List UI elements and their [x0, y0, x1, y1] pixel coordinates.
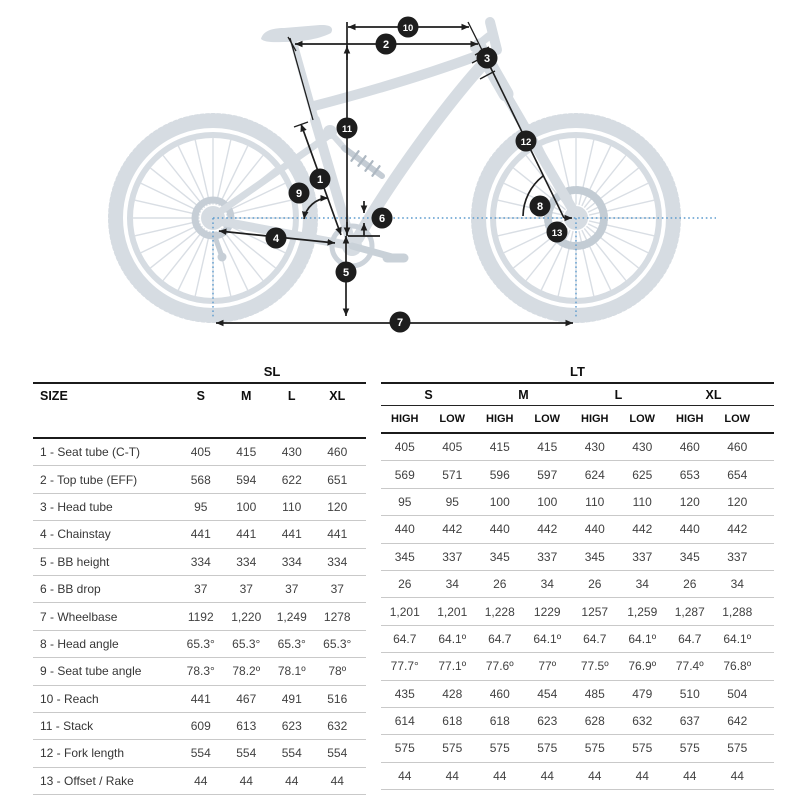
callout-label-10: 10 — [402, 22, 414, 34]
table-cell: 594 — [224, 466, 270, 493]
table-cell: 435 — [381, 680, 429, 707]
table-cell: 64.1º — [619, 625, 667, 652]
spoke — [151, 227, 203, 268]
table-cell: 64.7 — [571, 625, 619, 652]
table-cell: 110 — [571, 488, 619, 515]
row-label: 8 - Head angle — [33, 630, 178, 657]
spacer — [761, 735, 774, 762]
table-row — [381, 433, 774, 461]
table-cell: 26 — [666, 570, 714, 597]
table-cell: 1,220 — [224, 603, 270, 630]
table-cell: 44 — [315, 767, 361, 794]
row-label: 7 - Wheelbase — [33, 603, 178, 630]
lt-title: LT — [381, 360, 774, 383]
table-cell: 441 — [178, 521, 224, 548]
table-row — [33, 767, 366, 794]
table-cell: 37 — [315, 575, 361, 602]
row-label: 4 - Chainstay — [33, 521, 178, 548]
lt-group-s: S — [381, 383, 476, 406]
table-cell: 44 — [429, 762, 477, 789]
table-cell: 428 — [429, 680, 477, 707]
sl-size-header-row — [33, 383, 366, 438]
table-cell: 65.3° — [315, 630, 361, 657]
table-row — [33, 466, 366, 493]
table-cell: 575 — [429, 735, 477, 762]
callout-label-4: 4 — [272, 232, 280, 245]
table-cell: 516 — [315, 685, 361, 712]
table-cell: 1,287 — [666, 598, 714, 625]
table-cell: 568 — [178, 466, 224, 493]
rear-shock — [344, 148, 382, 176]
spacer — [761, 516, 774, 543]
table-cell: 1192 — [178, 603, 224, 630]
table-cell: 78.1º — [269, 658, 315, 685]
lt-sub-low: LOW — [714, 406, 762, 434]
spacer — [761, 598, 774, 625]
table-cell: 485 — [571, 680, 619, 707]
table-cell: 1,228 — [476, 598, 524, 625]
row-label: 5 - BB height — [33, 548, 178, 575]
lt-sub-low: LOW — [619, 406, 667, 434]
spacer — [761, 406, 774, 434]
table-cell: 460 — [315, 438, 361, 466]
spacer — [360, 658, 366, 685]
lt-group-m: M — [476, 383, 571, 406]
geometry-table-lt — [381, 360, 774, 790]
spacer — [360, 466, 366, 493]
handlebar — [490, 22, 497, 50]
spacer — [360, 603, 366, 630]
table-cell: 37 — [269, 575, 315, 602]
table-row — [33, 685, 366, 712]
spacer — [360, 383, 366, 438]
table-row — [381, 543, 774, 570]
table-cell: 442 — [429, 516, 477, 543]
table-cell: 100 — [476, 488, 524, 515]
table-cell: 440 — [666, 516, 714, 543]
table-cell: 632 — [619, 707, 667, 734]
sl-table-body — [33, 438, 366, 795]
table-cell: 64.1º — [429, 625, 477, 652]
table-row — [381, 762, 774, 789]
table-cell: 78.3° — [178, 658, 224, 685]
table-cell: 554 — [224, 740, 270, 767]
table-cell: 64.7 — [381, 625, 429, 652]
row-label: 11 - Stack — [33, 712, 178, 739]
saddle — [261, 25, 332, 42]
table-cell: 575 — [666, 735, 714, 762]
table-row — [381, 680, 774, 707]
lt-sub-high: HIGH — [381, 406, 429, 434]
table-cell: 77.6º — [476, 653, 524, 680]
callout-label-3: 3 — [483, 52, 491, 65]
table-cell: 1,249 — [269, 603, 315, 630]
table-cell: 1,201 — [381, 598, 429, 625]
spoke — [222, 229, 263, 281]
spoke — [585, 229, 626, 281]
table-cell: 95 — [381, 488, 429, 515]
table-cell: 34 — [429, 570, 477, 597]
table-cell: 623 — [524, 707, 572, 734]
row-label: 2 - Top tube (EFF) — [33, 466, 178, 493]
sl-col-header-xl: XL — [315, 383, 361, 438]
callout-label-11: 11 — [341, 123, 353, 135]
table-cell: 337 — [524, 543, 572, 570]
table-cell: 575 — [571, 735, 619, 762]
table-cell: 345 — [381, 543, 429, 570]
lt-high-low-row — [381, 406, 774, 434]
row-label: 9 - Seat tube angle — [33, 658, 178, 685]
table-cell: 334 — [224, 548, 270, 575]
table-cell: 479 — [619, 680, 667, 707]
spoke — [587, 227, 639, 268]
table-cell: 441 — [315, 521, 361, 548]
spoke — [178, 146, 207, 206]
table-cell: 110 — [269, 493, 315, 520]
table-cell: 467 — [224, 685, 270, 712]
table-cell: 613 — [224, 712, 270, 739]
table-cell: 100 — [224, 493, 270, 520]
table-cell: 337 — [619, 543, 667, 570]
table-cell: 623 — [269, 712, 315, 739]
spacer — [360, 548, 366, 575]
table-cell: 569 — [381, 461, 429, 488]
table-cell: 337 — [429, 543, 477, 570]
table-cell: 637 — [666, 707, 714, 734]
table-cell: 44 — [224, 767, 270, 794]
table-cell: 651 — [315, 466, 361, 493]
table-cell: 345 — [476, 543, 524, 570]
callout-label-1: 1 — [316, 173, 324, 186]
table-cell: 609 — [178, 712, 224, 739]
spoke — [178, 231, 207, 291]
table-cell: 65.3° — [224, 630, 270, 657]
geometry-tables — [0, 360, 800, 800]
table-row — [381, 653, 774, 680]
table-cell: 415 — [524, 433, 572, 461]
table-cell: 405 — [178, 438, 224, 466]
spacer — [360, 630, 366, 657]
spacer — [360, 493, 366, 520]
table-cell: 44 — [524, 762, 572, 789]
table-cell: 554 — [269, 740, 315, 767]
table-row — [33, 630, 366, 657]
table-cell: 334 — [315, 548, 361, 575]
table-cell: 618 — [476, 707, 524, 734]
table-cell: 337 — [714, 543, 762, 570]
spacer — [761, 680, 774, 707]
table-cell: 77.4º — [666, 653, 714, 680]
table-row — [381, 735, 774, 762]
table-row — [381, 488, 774, 515]
bike-geometry-diagram — [0, 0, 800, 352]
spoke — [141, 224, 201, 253]
table-cell: 64.1º — [714, 625, 762, 652]
bike-silhouette — [110, 22, 679, 321]
table-cell: 575 — [619, 735, 667, 762]
geometry-table-sl — [33, 360, 366, 795]
callout-label-5: 5 — [342, 266, 350, 279]
table-cell: 405 — [429, 433, 477, 461]
table-cell: 625 — [619, 461, 667, 488]
table-cell: 120 — [666, 488, 714, 515]
callout-label-13: 13 — [551, 227, 563, 239]
table-cell: 1,288 — [714, 598, 762, 625]
callout-label-7: 7 — [396, 316, 404, 329]
table-cell: 64.7 — [666, 625, 714, 652]
sl-title: SL — [178, 360, 366, 383]
table-cell: 430 — [571, 433, 619, 461]
callout-label-12: 12 — [520, 136, 532, 148]
table-row — [33, 548, 366, 575]
table-cell: 95 — [178, 493, 224, 520]
table-cell: 624 — [571, 461, 619, 488]
table-cell: 1229 — [524, 598, 572, 625]
table-cell: 1,259 — [619, 598, 667, 625]
table-cell: 442 — [524, 516, 572, 543]
table-cell: 26 — [381, 570, 429, 597]
callout-label-2: 2 — [382, 38, 390, 51]
table-cell: 110 — [619, 488, 667, 515]
spacer — [360, 712, 366, 739]
table-cell: 26 — [571, 570, 619, 597]
table-cell: 34 — [714, 570, 762, 597]
table-cell: 441 — [178, 685, 224, 712]
table-cell: 504 — [714, 680, 762, 707]
table-row — [33, 740, 366, 767]
spacer — [761, 762, 774, 789]
table-row — [381, 570, 774, 597]
table-cell: 345 — [571, 543, 619, 570]
table-cell: 77.7° — [381, 653, 429, 680]
table-cell: 44 — [381, 762, 429, 789]
table-row — [381, 707, 774, 734]
table-cell: 441 — [269, 521, 315, 548]
size-label: SIZE — [33, 383, 178, 438]
table-cell: 554 — [315, 740, 361, 767]
spacer — [761, 570, 774, 597]
table-cell: 65.3° — [269, 630, 315, 657]
table-cell: 440 — [571, 516, 619, 543]
table-row — [33, 658, 366, 685]
table-cell: 440 — [476, 516, 524, 543]
table-cell: 441 — [224, 521, 270, 548]
sl-col-header-l: L — [269, 383, 315, 438]
sl-col-header-s: S — [178, 383, 224, 438]
table-cell: 78º — [315, 658, 361, 685]
table-cell: 44 — [666, 762, 714, 789]
spacer — [360, 767, 366, 794]
lt-size-group-row — [381, 383, 774, 406]
callout-label-8: 8 — [536, 200, 544, 213]
spacer — [360, 740, 366, 767]
table-cell: 442 — [619, 516, 667, 543]
lt-group-l: L — [571, 383, 666, 406]
table-cell: 454 — [524, 680, 572, 707]
table-cell: 430 — [619, 433, 667, 461]
table-cell: 334 — [269, 548, 315, 575]
row-label: 13 - Offset / Rake — [33, 767, 178, 794]
lt-title-row — [381, 360, 774, 383]
row-label: 1 - Seat tube (C-T) — [33, 438, 178, 466]
sl-title-row — [33, 360, 366, 383]
table-cell: 334 — [178, 548, 224, 575]
table-cell: 622 — [269, 466, 315, 493]
table-row — [33, 438, 366, 466]
lt-sub-high: HIGH — [476, 406, 524, 434]
lt-sub-low: LOW — [429, 406, 477, 434]
table-cell: 654 — [714, 461, 762, 488]
table-cell: 460 — [476, 680, 524, 707]
table-cell: 442 — [714, 516, 762, 543]
spoke — [151, 168, 203, 209]
table-row — [33, 575, 366, 602]
callout-label-9: 9 — [295, 187, 303, 200]
table-cell: 95 — [429, 488, 477, 515]
table-row — [33, 521, 366, 548]
table-cell: 34 — [619, 570, 667, 597]
spacer — [761, 488, 774, 515]
table-cell: 100 — [524, 488, 572, 515]
table-cell: 596 — [476, 461, 524, 488]
table-cell: 64.1º — [524, 625, 572, 652]
spacer — [761, 461, 774, 488]
table-cell: 460 — [666, 433, 714, 461]
lt-table-body — [381, 433, 774, 790]
table-cell: 1,201 — [429, 598, 477, 625]
row-label: 10 - Reach — [33, 685, 178, 712]
table-cell: 37 — [224, 575, 270, 602]
table-row — [33, 493, 366, 520]
table-cell: 44 — [714, 762, 762, 789]
table-cell: 76.8º — [714, 653, 762, 680]
spoke — [587, 168, 639, 209]
spacer — [360, 438, 366, 466]
table-cell: 575 — [714, 735, 762, 762]
sl-col-header-m: M — [224, 383, 270, 438]
row-label: 12 - Fork length — [33, 740, 178, 767]
table-cell: 628 — [571, 707, 619, 734]
spacer — [761, 383, 774, 406]
spacer — [360, 685, 366, 712]
spoke — [163, 229, 204, 281]
table-cell: 1278 — [315, 603, 361, 630]
table-cell: 510 — [666, 680, 714, 707]
table-cell: 44 — [178, 767, 224, 794]
table-cell: 653 — [666, 461, 714, 488]
table-cell: 460 — [714, 433, 762, 461]
table-cell: 575 — [524, 735, 572, 762]
spacer — [761, 707, 774, 734]
table-cell: 554 — [178, 740, 224, 767]
spacer — [761, 433, 774, 461]
row-label: 3 - Head tube — [33, 493, 178, 520]
lt-sub-high: HIGH — [666, 406, 714, 434]
table-cell: 120 — [315, 493, 361, 520]
table-cell: 77.5º — [571, 653, 619, 680]
callout-label-6: 6 — [378, 212, 386, 225]
table-cell: 642 — [714, 707, 762, 734]
table-cell: 614 — [381, 707, 429, 734]
table-cell: 77.1º — [429, 653, 477, 680]
table-cell: 345 — [666, 543, 714, 570]
table-cell: 491 — [269, 685, 315, 712]
table-cell: 571 — [429, 461, 477, 488]
table-cell: 34 — [524, 570, 572, 597]
table-cell: 415 — [224, 438, 270, 466]
table-row — [381, 516, 774, 543]
spoke — [141, 183, 201, 212]
table-cell: 575 — [381, 735, 429, 762]
table-cell: 120 — [714, 488, 762, 515]
table-cell: 76.9º — [619, 653, 667, 680]
table-row — [381, 598, 774, 625]
table-row — [33, 603, 366, 630]
table-row — [33, 712, 366, 739]
spacer — [360, 575, 366, 602]
table-cell: 64.7 — [476, 625, 524, 652]
table-cell: 597 — [524, 461, 572, 488]
row-label: 6 - BB drop — [33, 575, 178, 602]
table-cell: 405 — [381, 433, 429, 461]
table-cell: 415 — [476, 433, 524, 461]
table-cell: 77º — [524, 653, 572, 680]
table-cell: 78.2º — [224, 658, 270, 685]
table-cell: 44 — [269, 767, 315, 794]
table-cell: 65.3° — [178, 630, 224, 657]
lt-sub-low: LOW — [524, 406, 572, 434]
table-cell: 44 — [476, 762, 524, 789]
table-cell: 26 — [476, 570, 524, 597]
table-cell: 632 — [315, 712, 361, 739]
table-cell: 440 — [381, 516, 429, 543]
table-cell: 37 — [178, 575, 224, 602]
spoke — [163, 156, 204, 208]
spoke — [585, 156, 626, 208]
table-cell: 575 — [476, 735, 524, 762]
table-cell: 44 — [619, 762, 667, 789]
table-row — [381, 461, 774, 488]
spacer — [761, 625, 774, 652]
table-row — [381, 625, 774, 652]
table-cell: 430 — [269, 438, 315, 466]
spacer — [360, 521, 366, 548]
table-cell: 618 — [429, 707, 477, 734]
table-cell: 44 — [571, 762, 619, 789]
table-cell: 1257 — [571, 598, 619, 625]
seatpost-reference-line — [290, 38, 313, 120]
lt-group-xl: XL — [666, 383, 761, 406]
spacer — [761, 653, 774, 680]
spacer — [761, 543, 774, 570]
lt-sub-high: HIGH — [571, 406, 619, 434]
